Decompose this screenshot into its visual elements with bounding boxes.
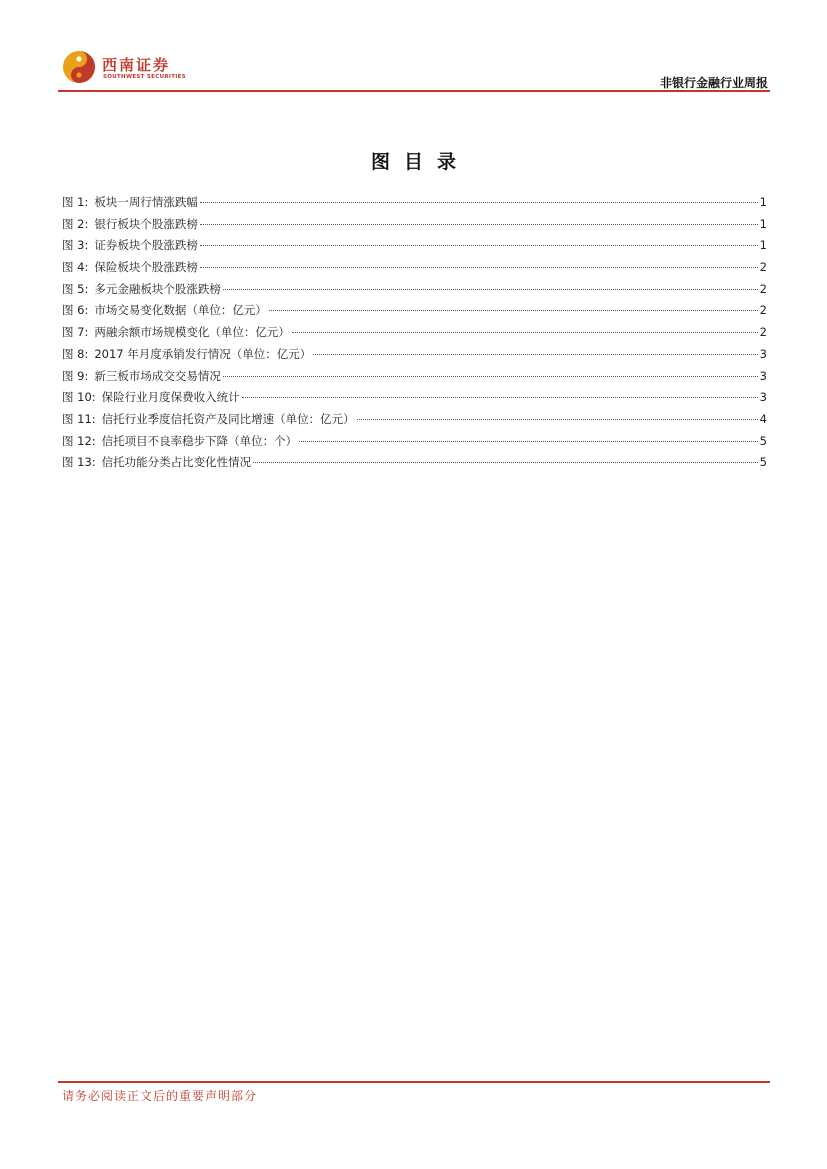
toc-figure-title: 保险行业月度保费收入统计	[101, 390, 240, 405]
toc-entry[interactable]	[62, 346, 767, 368]
toc-figure-title: 2017 年月度承销发行情况（单位：亿元）	[94, 346, 312, 361]
toc-entry-label	[62, 454, 251, 470]
logo-chinese-name: 西南证券	[102, 56, 171, 74]
toc-entry[interactable]	[62, 411, 767, 433]
toc-figure-number: 图 2:	[62, 216, 89, 231]
toc-page-number: 1	[759, 195, 767, 209]
toc-figure-title: 信托项目不良率稳步下降（单位：个）	[101, 433, 298, 448]
toc-figure-number: 图 4:	[62, 260, 89, 275]
toc-entry-label	[62, 433, 297, 449]
toc-figure-title: 市场交易变化数据（单位：亿元）	[94, 303, 267, 318]
toc-figure-number: 图 13:	[62, 455, 96, 470]
toc-entry-label	[62, 281, 221, 297]
toc-figure-number: 图 9:	[62, 368, 89, 383]
page-header	[58, 46, 770, 92]
toc-entry[interactable]	[62, 281, 767, 303]
toc-dot-leader	[200, 245, 758, 246]
company-logo	[62, 50, 186, 84]
toc-figure-title: 银行板块个股涨跌榜	[94, 216, 198, 231]
toc-figure-title: 多元金融板块个股涨跌榜	[94, 281, 221, 296]
toc-entry[interactable]	[62, 302, 767, 324]
toc-page-number: 5	[759, 455, 767, 470]
toc-entry-label	[62, 302, 267, 318]
figure-toc-list	[62, 194, 767, 476]
header-divider	[58, 90, 770, 92]
toc-figure-number: 图 5:	[62, 281, 89, 296]
toc-entry-label	[62, 411, 355, 427]
toc-figure-number: 图 10:	[62, 390, 96, 405]
toc-figure-number: 图 7:	[62, 325, 89, 340]
footer-divider	[58, 1081, 770, 1083]
toc-figure-title: 新三板市场成交交易情况	[94, 368, 221, 383]
toc-figure-number: 图 6:	[62, 303, 89, 318]
toc-dot-leader	[242, 397, 758, 398]
toc-page-number: 3	[759, 368, 767, 383]
toc-entry-label	[62, 216, 198, 232]
toc-page-number: 5	[759, 433, 767, 448]
toc-page-number: 2	[759, 260, 767, 275]
toc-entry[interactable]	[62, 216, 767, 238]
toc-figure-title: 信托行业季度信托资产及同比增速（单位：亿元）	[101, 411, 355, 426]
toc-figure-number: 图 12:	[62, 433, 96, 448]
toc-entry[interactable]	[62, 194, 767, 216]
toc-entry-label	[62, 346, 311, 362]
toc-figure-number: 图 3:	[62, 238, 89, 253]
report-type: 非银行金融行业周报	[659, 76, 768, 90]
toc-entry[interactable]	[62, 454, 767, 476]
toc-page-number: 1	[759, 238, 767, 253]
toc-figure-number: 图 8:	[62, 346, 89, 361]
toc-entry[interactable]	[62, 259, 767, 281]
toc-entry-label	[62, 368, 221, 384]
toc-figure-title: 板块一周行情涨跌幅	[94, 195, 198, 209]
toc-dot-leader	[200, 267, 758, 268]
toc-dot-leader	[292, 332, 758, 333]
toc-entry-label	[62, 237, 198, 253]
toc-figure-number: 图 1:	[62, 195, 89, 209]
toc-page-number: 4	[759, 411, 767, 426]
toc-entry-label	[62, 259, 198, 275]
toc-figure-number: 图 11:	[62, 411, 96, 426]
toc-figure-title: 两融余额市场规模变化（单位：亿元）	[94, 325, 290, 340]
toc-page-number: 2	[759, 281, 767, 296]
toc-page-number: 3	[759, 390, 767, 405]
toc-dot-leader	[253, 462, 758, 463]
toc-figure-title: 保险板块个股涨跌榜	[94, 260, 198, 275]
toc-dot-leader	[357, 419, 758, 420]
toc-dot-leader	[223, 376, 758, 377]
toc-entry[interactable]	[62, 433, 767, 455]
toc-dot-leader	[223, 289, 758, 290]
toc-dot-leader	[269, 310, 758, 311]
toc-entry-label	[62, 194, 198, 210]
toc-dot-leader	[200, 202, 758, 203]
toc-entry[interactable]	[62, 324, 767, 346]
toc-page-number: 2	[759, 325, 767, 340]
footer-disclaimer-note: 请务必阅读正文后的重要声明部分	[62, 1089, 258, 1103]
toc-entry[interactable]	[62, 368, 767, 390]
toc-figure-title: 证券板块个股涨跌榜	[94, 238, 198, 253]
toc-entry[interactable]	[62, 237, 767, 259]
toc-dot-leader	[299, 441, 758, 442]
toc-dot-leader	[313, 354, 757, 355]
toc-page-number: 1	[759, 216, 767, 231]
toc-entry-label	[62, 324, 290, 340]
toc-entry[interactable]	[62, 389, 767, 411]
toc-figure-title: 信托功能分类占比变化性情况	[101, 455, 252, 470]
logo-english-name: SOUTHWEST SECURITIES	[103, 74, 186, 80]
logo-mark-icon	[62, 50, 96, 84]
toc-dot-leader	[200, 224, 758, 225]
toc-page-number: 3	[759, 346, 767, 361]
toc-page-number: 2	[759, 303, 767, 318]
toc-entry-label	[62, 389, 240, 405]
toc-title: 图目录	[370, 151, 470, 173]
